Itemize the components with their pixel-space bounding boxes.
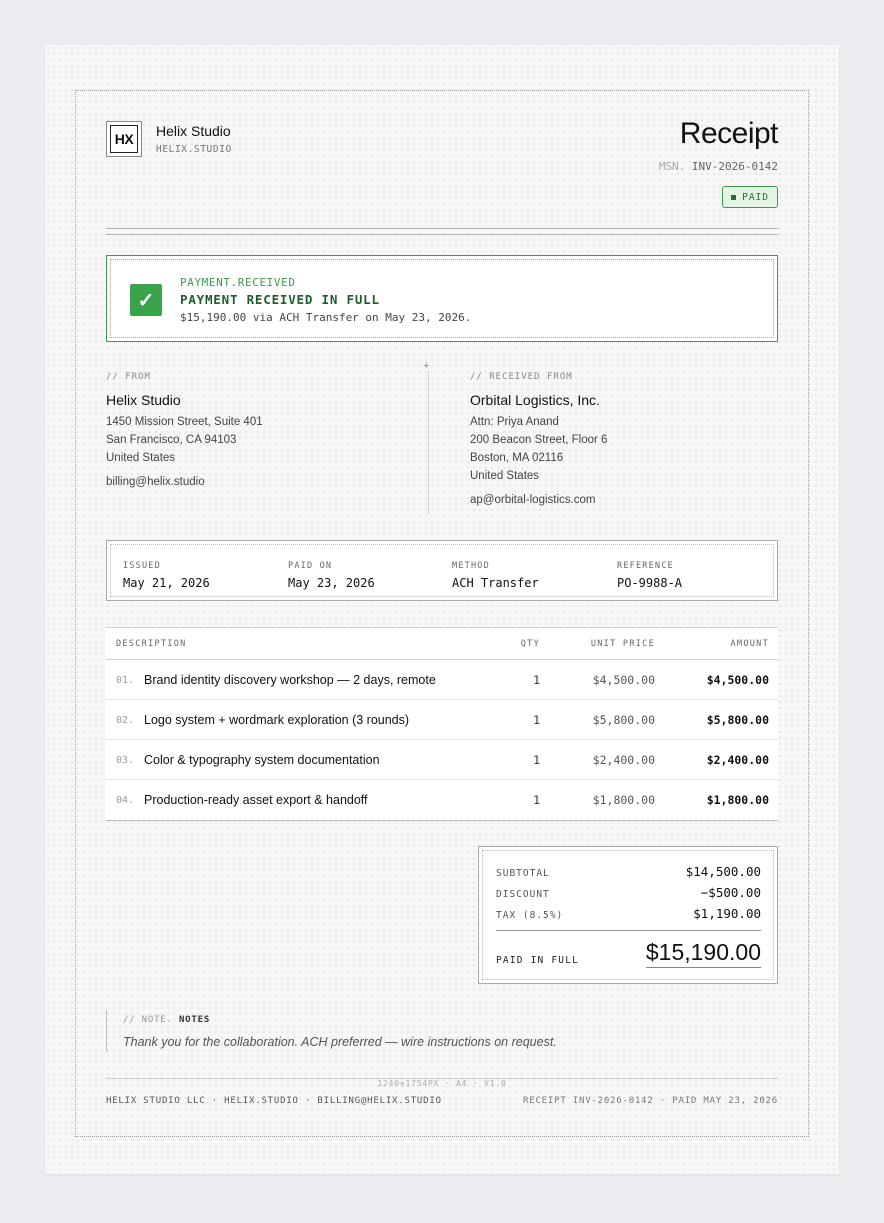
brand-logo-text: HX (110, 125, 138, 153)
document-number-value: INV-2026-0142 (691, 160, 778, 173)
paid-in-full-value: $15,190.00 (646, 939, 761, 968)
plus-icon: + (423, 360, 430, 372)
row-index: 04. (116, 795, 135, 806)
row-description: Logo system + wordmark exploration (3 rounds) (144, 713, 410, 727)
row-unit-price: $1,800.00 (592, 793, 655, 807)
from-address-line: 1450 Mission Street, Suite 401 (106, 416, 263, 428)
row-index: 03. (116, 755, 135, 766)
row-description: Color & typography system documentation (144, 753, 380, 767)
received-from-label: // RECEIVED FROM (470, 372, 573, 382)
from-email: billing@helix.studio (106, 476, 205, 488)
banner-subtitle: $15,190.00 via ACH Transfer on May 23, 2026. (180, 311, 472, 324)
from-block (106, 372, 406, 491)
table-row (106, 780, 778, 820)
table-header (106, 628, 778, 660)
receipt-sheet (45, 45, 839, 1174)
from-address-line: San Francisco, CA 94103 (106, 434, 237, 446)
document-number-label: MSN. (658, 160, 686, 173)
payment-banner-inner (110, 259, 774, 338)
totals-divider (496, 930, 761, 931)
totals-box-inner (482, 850, 774, 980)
meta-paid-on-label: PAID ON (288, 561, 333, 571)
totals-box (478, 846, 778, 984)
meta-issued-value: May 21, 2026 (123, 576, 210, 590)
table-row (106, 700, 778, 740)
brand-domain: HELIX.STUDIO (156, 144, 232, 155)
received-from-address-line: 200 Beacon Street, Floor 6 (470, 434, 608, 446)
meta-reference-value: PO-9988-A (617, 576, 683, 590)
column-header-description: DESCRIPTION (116, 639, 187, 649)
meta-issued-label: ISSUED (123, 561, 161, 571)
payment-banner (106, 255, 778, 342)
row-unit-price: $4,500.00 (592, 673, 655, 687)
row-amount: $4,500.00 (706, 673, 769, 687)
row-index: 01. (116, 675, 135, 686)
footer-receipt-info: RECEIPT INV-2026-0142 · PAID MAY 23, 2026 (523, 1096, 778, 1106)
notes-block (106, 1010, 778, 1052)
notes-label (123, 1015, 210, 1025)
row-unit-price: $5,800.00 (592, 713, 655, 727)
meta-method-label: METHOD (452, 561, 490, 571)
parties-divider (428, 371, 429, 514)
row-amount: $1,800.00 (706, 793, 769, 807)
subtotal-label: SUBTOTAL (496, 868, 550, 879)
row-index: 02. (116, 715, 135, 726)
tax-label: TAX (8.5%) (496, 910, 564, 921)
row-unit-price: $2,400.00 (592, 753, 655, 767)
notes-label-prefix: // NOTE. (123, 1015, 173, 1025)
received-from-name: Orbital Logistics, Inc. (470, 392, 600, 408)
meta-method-value: ACH Transfer (452, 576, 539, 590)
row-amount: $2,400.00 (706, 753, 769, 767)
payment-meta (106, 540, 778, 601)
brand-logo (106, 121, 142, 157)
row-description: Brand identity discovery workshop — 2 days, remote (144, 673, 436, 687)
status-dot-icon (731, 195, 736, 200)
row-description: Production-ready asset export & handoff (144, 793, 368, 807)
from-address-line: United States (106, 452, 176, 464)
footer-dimensions: 1240×1754PX · A4 · V1.0 (377, 1079, 507, 1088)
check-icon: ✓ (130, 284, 162, 316)
line-items-table (106, 627, 778, 821)
column-header-amount: AMOUNT (730, 639, 769, 649)
from-label: // FROM (106, 372, 151, 382)
header-divider (106, 228, 778, 235)
subtotal-value: $14,500.00 (685, 864, 761, 879)
column-header-unit-price: UNIT PRICE (590, 639, 655, 649)
received-from-email: ap@orbital-logistics.com (470, 494, 596, 506)
from-name: Helix Studio (106, 392, 181, 408)
document-number (659, 160, 778, 173)
discount-value: −$500.00 (700, 885, 761, 900)
received-from-block (470, 372, 770, 509)
received-from-address-line: Attn: Priya Anand (470, 416, 559, 428)
paid-in-full-label: PAID IN FULL (496, 955, 580, 966)
footer-company: HELIX STUDIO LLC · HELIX.STUDIO · BILLING@HELIX.STUDIO (106, 1096, 442, 1106)
row-amount: $5,800.00 (706, 713, 769, 727)
table-row (106, 660, 778, 700)
row-qty: 1 (533, 673, 540, 687)
status-badge-label: PAID (742, 191, 769, 203)
banner-eyebrow: PAYMENT.RECEIVED (180, 276, 296, 289)
notes-label-title: NOTES (178, 1015, 211, 1025)
meta-paid-on-value: May 23, 2026 (288, 576, 375, 590)
brand-name: Helix Studio (156, 123, 231, 139)
payment-meta-inner (110, 544, 774, 597)
received-from-address-line: United States (470, 470, 540, 482)
table-row (106, 740, 778, 780)
row-qty: 1 (533, 753, 540, 767)
notes-text: Thank you for the collaboration. ACH preferred — wire instructions on request. (123, 1035, 557, 1049)
column-header-qty: QTY (520, 639, 540, 649)
tax-value: $1,190.00 (693, 906, 761, 921)
banner-title: PAYMENT RECEIVED IN FULL (180, 292, 380, 307)
received-from-address-line: Boston, MA 02116 (470, 452, 564, 464)
discount-label: DISCOUNT (496, 889, 550, 900)
status-badge (722, 186, 778, 208)
meta-reference-label: REFERENCE (617, 561, 674, 571)
row-qty: 1 (533, 793, 540, 807)
row-qty: 1 (533, 713, 540, 727)
document-title: Receipt (679, 117, 778, 150)
